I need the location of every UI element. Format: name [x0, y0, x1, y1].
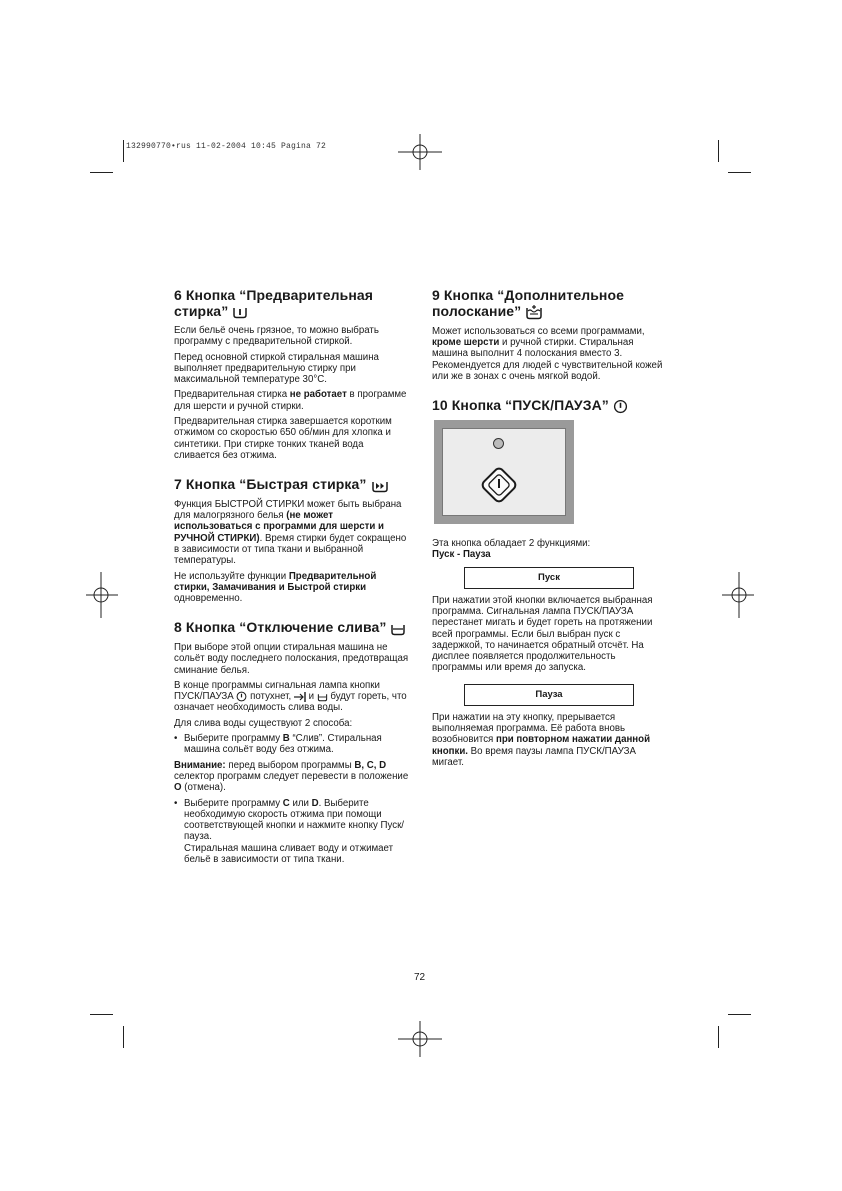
indicator-lamp [493, 438, 504, 449]
right-column [432, 288, 668, 784]
start-pause-button-illustration [478, 464, 520, 506]
prewash-text-3: Предварительная стирка не работает в программе для шерсти и ручной стирки. [174, 389, 407, 412]
start-label-box: Пуск [464, 567, 634, 589]
registration-mark-bottom [398, 1019, 442, 1059]
no-drain-warning: Внимание: перед выбором программы B, C, D селектор программ следует перевести в положение O (отмена). [174, 759, 409, 794]
no-drain-bullet-1: • Выберите программу B “Слив”. Стиральная машина сольёт воду без отжима. [174, 733, 382, 756]
left-column [174, 288, 410, 881]
prewash-text-1: Если бельё очень грязное, то можно выбрать программу с предварительной стиркой. [174, 325, 379, 348]
page-number: 72 [414, 972, 426, 983]
no-drain-text-2: В конце программы сигнальная лампа кнопки ПУСК/ПАУЗА потухнет, и будут гореть, что означает необходимость слива воды. [174, 679, 407, 714]
section-title-no-drain: 8 Кнопка “Отключение слива” [174, 620, 410, 636]
quick-wash-text-1: Функция БЫСТРОЙ СТИРКИ может быть выбрана для малогрязного белья (не может использоваться с программи для шерсти и РУЧНОЙ СТИРКИ). Время стирки будет сокращено в зависимости от типа ткани и выбранной температуры. [174, 498, 407, 567]
no-drain-icon [317, 692, 328, 702]
no-drain-text-1: При выборе этой опции стиральная машина не сольёт воду последнего полоскания, предотвращая сминание белья. [174, 641, 409, 676]
section-prewash [174, 288, 410, 461]
section-no-drain [174, 620, 410, 865]
start-pause-text-3: При нажатии на эту кнопку, прерывается выполняемая программа. Её работа вновь возобновится при повторном нажатии данной кнопки. Во время паузы лампа ПУСК/ПАУЗА мигает. [432, 711, 651, 768]
print-info: 132990770•rus 11-02-2004 10:45 Pagina 72 [126, 142, 327, 151]
extra-rinse-text-1: Может использоваться со всеми программами, кроме шерсти и ручной стирки. Стиральная машина выполнит 4 полоскания вместо 3. Рекомендуется для людей с чувствительной кожей или же в зонах с очень мягкой водой. [432, 325, 663, 382]
start-pause-icon [613, 399, 628, 414]
control-panel-face [442, 428, 566, 516]
registration-mark-left [86, 572, 118, 618]
quick-wash-icon [371, 479, 389, 493]
end-of-cycle-icon [294, 692, 306, 702]
quick-wash-text-2: Не используйте функции Предварительной стирки, Замачивания и Быстрой стирки одновременно. [174, 570, 377, 605]
prewash-icon [232, 305, 248, 319]
prewash-text-4: Предварительная стирка завершается коротким отжимом со скоростью 650 об/мин для хлопка и синтетики. При стирке тонких тканей вода сливается без отжима. [174, 416, 392, 461]
extra-rinse-icon [525, 304, 543, 320]
section-title-extra-rinse: 9 Кнопка “Дополнительное полоскание” [432, 287, 625, 319]
no-drain-icon [390, 622, 406, 636]
start-pause-text-2: При нажатии этой кнопки включается выбранная программа. Сигнальная лампа ПУСК/ПАУЗА перестанет мигать и будет гореть на протяжении всей программы. Если был выбран пуск с задержкой, то начинается обратный отсчёт. На дисплее появляется продолжительность программы или время до запуска. [432, 594, 653, 674]
registration-mark-right [722, 572, 754, 618]
section-title-prewash: 6 Кнопка “Предварительная стирка” [174, 287, 374, 319]
no-drain-bullet-2: • Выберите программу C или D. Выберите необходимую скорость отжима при помощи соответствующей кнопки и нажмите кнопку Пуск/пауза. Стиральная машина сливает воду и отжимает бельё в зависимости от типа ткани. [174, 797, 404, 866]
prewash-text-2: Перед основной стиркой стиральная машина выполняет предварительную стирку при максимальной температуре 30°C. [174, 351, 379, 386]
start-pause-icon [236, 691, 247, 702]
control-panel-illustration [434, 420, 574, 524]
section-start-pause [432, 398, 668, 768]
registration-mark-top [398, 132, 442, 172]
section-quick-wash [174, 477, 410, 604]
pause-label-box: Пауза [464, 684, 634, 706]
section-extra-rinse [432, 288, 668, 382]
section-title-quick-wash: 7 Кнопка “Быстрая стирка” [174, 477, 410, 493]
section-title-start-pause: 10 Кнопка “ПУСК/ПАУЗА” [432, 398, 668, 414]
start-pause-text-1: Эта кнопка обладает 2 функциями: Пуск - Пауза [432, 538, 591, 561]
no-drain-text-3: Для слива воды существуют 2 способа: [174, 717, 353, 729]
